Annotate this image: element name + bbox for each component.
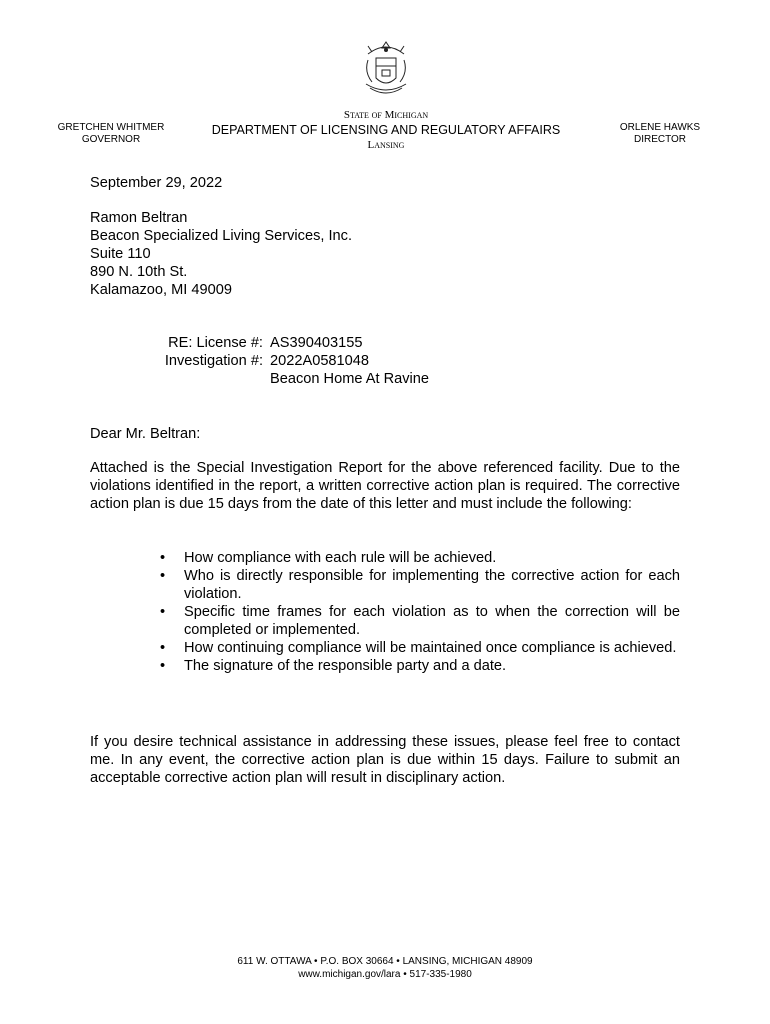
bullet-icon: • [160, 658, 166, 674]
governor-title: GOVERNOR [81, 134, 141, 145]
governor-block [52, 122, 170, 146]
list-item: • How continuing compliance will be maintained once compliance is achieved. [160, 640, 677, 656]
list-item: • Who is directly responsible for implementing the corrective action for each violation. [160, 568, 680, 602]
reference-block [90, 334, 429, 388]
footer [0, 955, 770, 981]
state-seal-icon [358, 38, 414, 98]
city-name: Lansing [367, 139, 405, 151]
address-line: Ramon Beltran [90, 210, 188, 226]
paragraph-closing: If you desire technical assistance in addressing these issues, please feel free to contact me. In any event, the corrective action plan is due within 15 days. Failure to submit an acceptable corrective action plan will result in disciplinary action. [90, 734, 680, 786]
director-block [605, 122, 715, 146]
address-line: Suite 110 [90, 246, 151, 262]
recipient-address [90, 209, 680, 299]
director-title: DIRECTOR [633, 134, 687, 145]
salutation: Dear Mr. Beltran: [90, 426, 201, 442]
footer-address: 611 W. OTTAWA • P.O. BOX 30664 • LANSING, MICHIGAN 48909 [237, 956, 533, 967]
paragraph-intro: Attached is the Special Investigation Report for the above referenced facility. Due to the violations identified in the report, a written corrective action plan is required. The corrective action plan is due 15 days from the date of this letter and must include the following: [90, 460, 680, 512]
bullet-icon: • [160, 604, 166, 620]
bullet-icon: • [160, 640, 166, 656]
license-number: AS390403155 [270, 335, 363, 351]
governor-name: GRETCHEN WHITMER [57, 122, 165, 133]
license-label: RE: License #: [168, 335, 263, 351]
letterhead [190, 108, 582, 152]
requirements-list [158, 549, 680, 675]
address-line: 890 N. 10th St. [90, 264, 188, 280]
department-name: DEPARTMENT OF LICENSING AND REGULATORY AFFAIRS [211, 123, 561, 137]
address-line: Kalamazoo, MI 49009 [90, 282, 232, 298]
bullet-icon: • [160, 550, 166, 566]
list-item: • Specific time frames for each violation as to when the correction will be completed or implemented. [160, 604, 680, 638]
state-name: State of Michigan [343, 109, 429, 121]
facility-name: Beacon Home At Ravine [270, 371, 429, 387]
investigation-number: 2022A0581048 [270, 353, 370, 369]
list-item: • How compliance with each rule will be achieved. [160, 550, 497, 566]
director-name: ORLENE HAWKS [619, 122, 701, 133]
footer-contact: www.michigan.gov/lara • 517-335-1980 [298, 969, 472, 980]
letter-date: September 29, 2022 [90, 175, 223, 191]
bullet-icon: • [160, 568, 166, 584]
address-line: Beacon Specialized Living Services, Inc. [90, 228, 353, 244]
list-item: • The signature of the responsible party and a date. [160, 658, 507, 674]
investigation-label: Investigation #: [164, 353, 263, 369]
